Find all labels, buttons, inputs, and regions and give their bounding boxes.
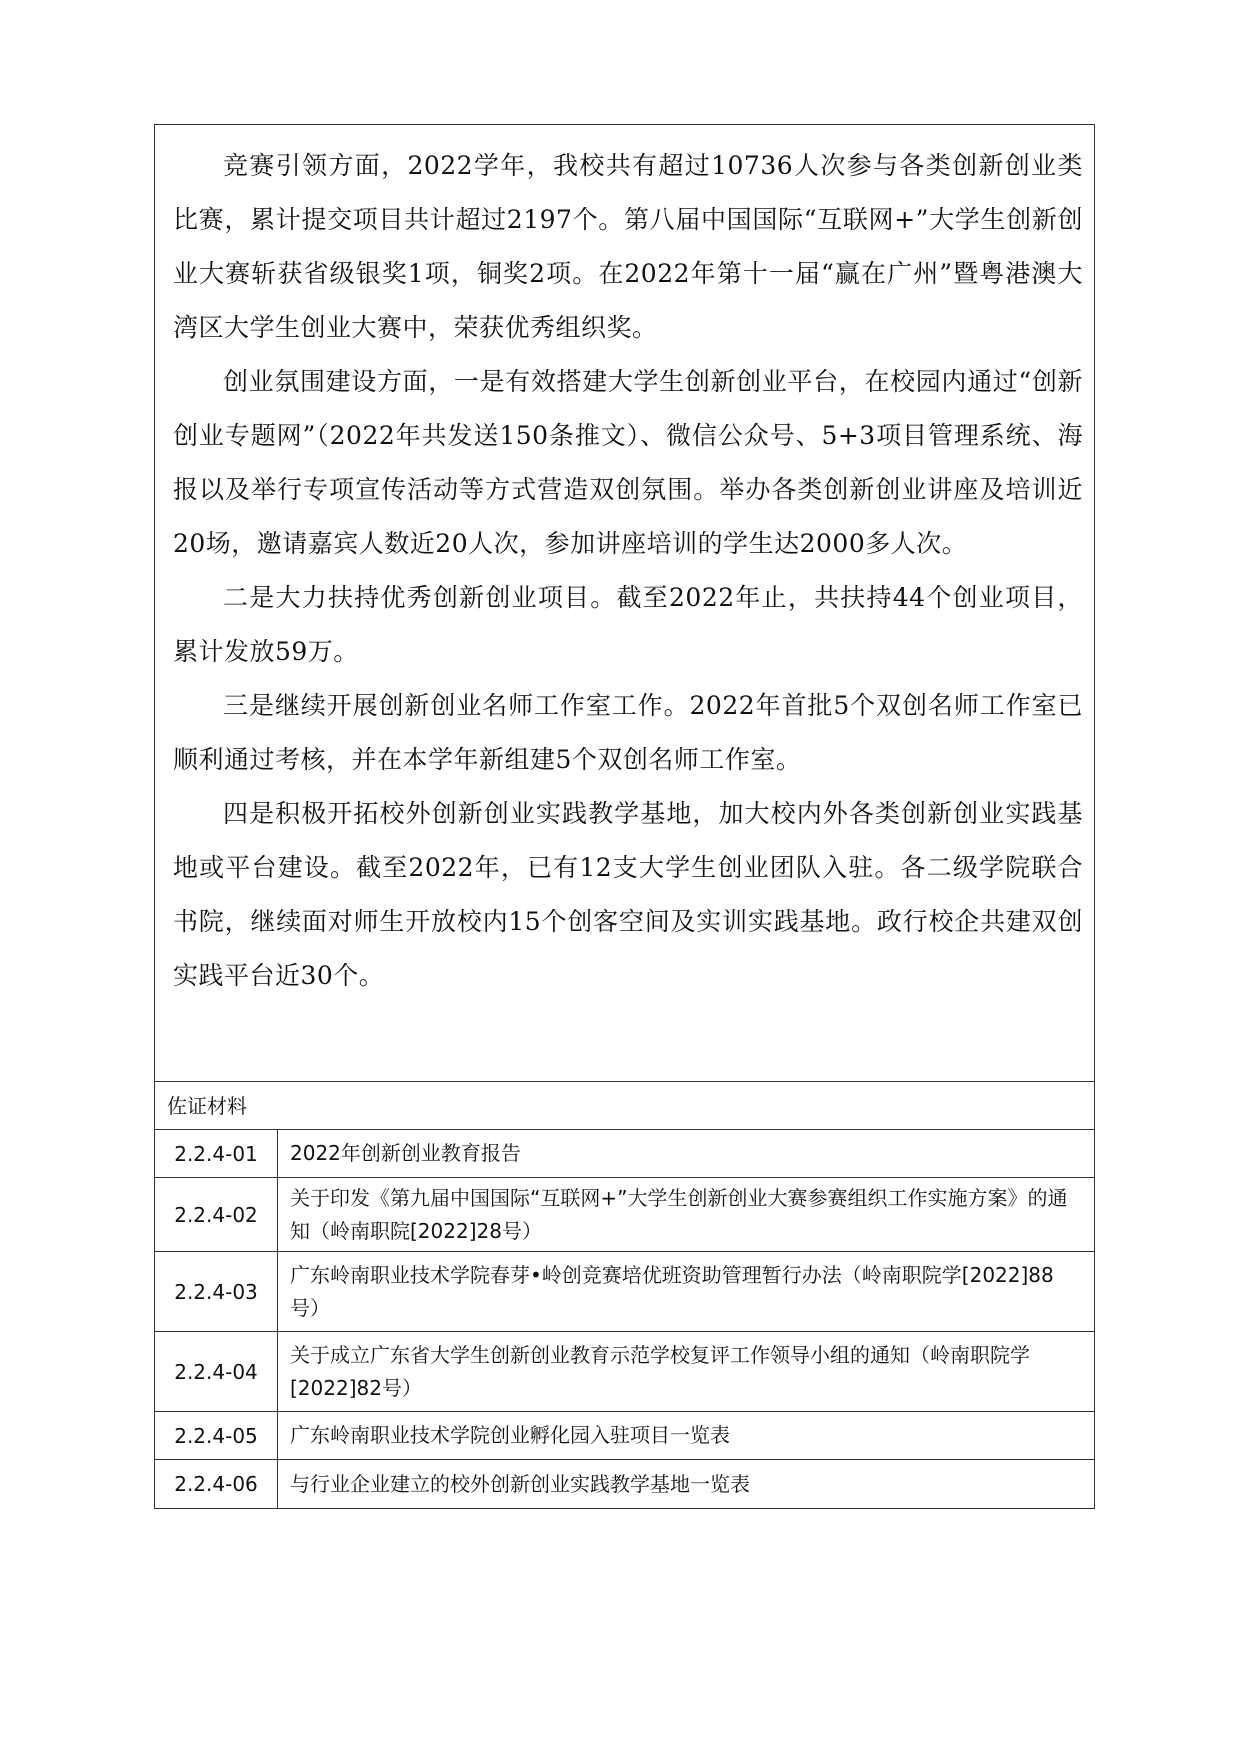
evidence-code: 2.2.4-01	[155, 1130, 278, 1177]
evidence-row	[155, 1412, 1094, 1460]
paragraph-practice-bases: 四是积极开拓校外创新创业实践教学基地，加大校内外各类创新创业实践基地或平台建设。截至2022年，已有12支大学生创业团队入驻。各二级学院联合书院，继续面对师生开放校内15个创客空间及实训实践基地。政行校企共建双创实践平台近30个。	[173, 799, 1083, 990]
evidence-row	[155, 1460, 1094, 1508]
evidence-title: 广东岭南职业技术学院春芽•岭创竞赛培优班资助管理暂行办法（岭南职院学[2022]88号）	[290, 1262, 1054, 1320]
paragraph-studios: 三是继续开展创新创业名师工作室工作。2022年首批5个双创名师工作室已顺利通过考核，并在本学年新组建5个双创名师工作室。	[173, 691, 1083, 774]
paragraph-atmosphere: 创业氛围建设方面，一是有效搭建大学生创新创业平台，在校园内通过“创新创业专题网”（2022年共发送150条推文）、微信公众号、5+3项目管理系统、海报以及举行专项宣传活动等方式营造双创氛围。举办各类创新创业讲座及培训近20场，邀请嘉宾人数近20人次，参加讲座培训的学生达2000多人次。	[173, 367, 1083, 558]
evidence-title: 关于印发《第九届中国国际“互联网+”大学生创新创业大赛参赛组织工作实施方案》的通知（岭南职院[2022]28号）	[290, 1185, 1068, 1243]
evidence-row	[155, 1178, 1094, 1252]
evidence-row	[155, 1332, 1094, 1412]
paragraph-project-support: 二是大力扶持优秀创新创业项目。截至2022年止，共扶持44个创业项目，累计发放59万。	[173, 583, 1083, 666]
evidence-code: 2.2.4-04	[155, 1332, 278, 1411]
evidence-code: 2.2.4-05	[155, 1412, 278, 1459]
evidence-title: 2022年创新创业教育报告	[290, 1141, 521, 1165]
evidence-code: 2.2.4-06	[155, 1460, 278, 1508]
evidence-row	[155, 1252, 1094, 1332]
evidence-code: 2.2.4-02	[155, 1178, 278, 1251]
document-table	[154, 124, 1095, 1509]
evidence-title: 关于成立广东省大学生创新创业教育示范学校复评工作领导小组的通知（岭南职院学[2022]82号）	[290, 1342, 1030, 1400]
evidence-title: 与行业企业建立的校外创新创业实践教学基地一览表	[290, 1471, 750, 1496]
paragraph-competition: 竞赛引领方面，2022学年，我校共有超过10736人次参与各类创新创业类比赛，累计提交项目共计超过2197个。第八届中国国际“互联网+”大学生创新创业大赛斩获省级银奖1项，铜奖2项。在2022年第十一届“赢在广州”暨粤港澳大湾区大学生创业大赛中，荣获优秀组织奖。	[173, 151, 1083, 342]
evidence-code: 2.2.4-03	[155, 1252, 278, 1331]
evidence-title: 广东岭南职业技术学院创业孵化园入驻项目一览表	[290, 1423, 730, 1447]
evidence-row	[155, 1130, 1094, 1178]
narrative-section	[155, 125, 1094, 1082]
evidence-header: 佐证材料	[155, 1082, 1094, 1130]
